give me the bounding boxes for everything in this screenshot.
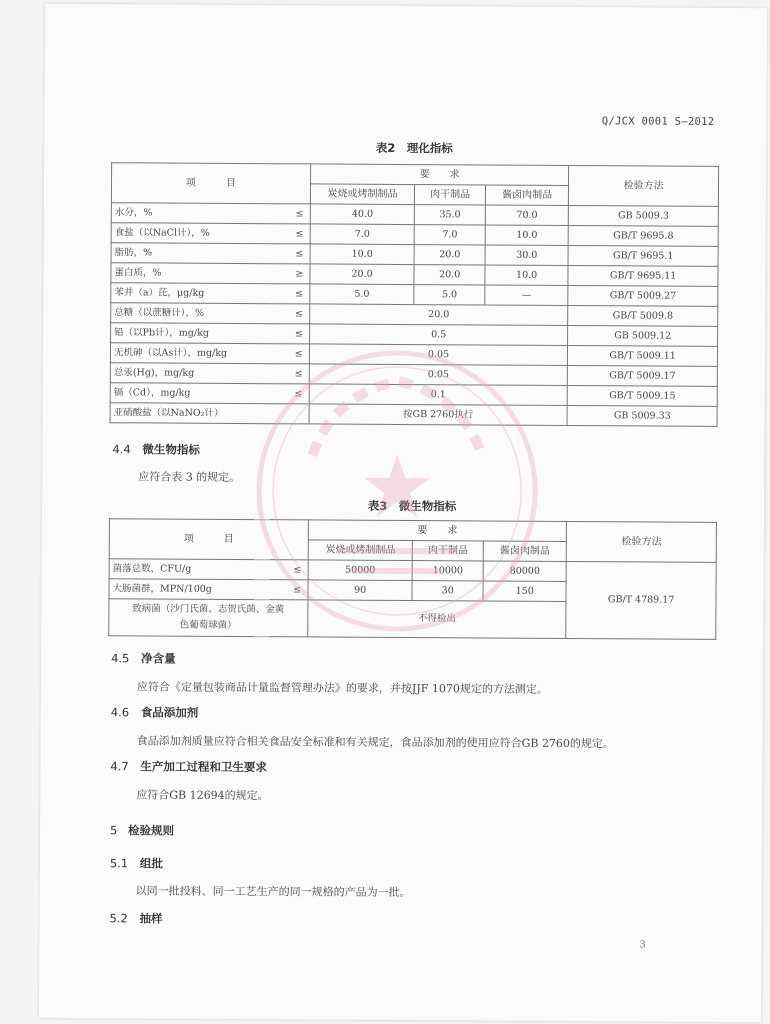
row-name: 水分，% bbox=[111, 203, 271, 224]
section-title: 净含量 bbox=[141, 651, 176, 666]
row-name bbox=[109, 599, 308, 637]
table-row bbox=[110, 403, 717, 427]
section-4-5-text: 应符合《定量包装商品计量监督管理办法》的要求，并按JJF 1070规定的方法测定。 bbox=[136, 680, 548, 696]
table3-head-req: 要 求 bbox=[308, 520, 567, 542]
row-method: GB/T 5009.27 bbox=[568, 286, 718, 307]
section-title: 食品添加剂 bbox=[140, 705, 199, 720]
row-value: — bbox=[485, 285, 568, 306]
row-method: GB/T 4789.17 bbox=[566, 562, 716, 640]
row-value: 20.0 bbox=[414, 265, 485, 285]
row-method: GB/T 9695.8 bbox=[568, 226, 718, 247]
row-value: 10000 bbox=[413, 561, 484, 581]
row-value: 20.0 bbox=[310, 264, 415, 285]
section-4-5-heading bbox=[111, 650, 176, 666]
section-number: 5.1 bbox=[109, 856, 129, 871]
section-5-heading bbox=[110, 822, 174, 838]
row-method: GB/T 5009.17 bbox=[568, 366, 718, 387]
row-op: ≤ bbox=[269, 560, 308, 580]
table2-subcol: 肉干制品 bbox=[415, 185, 486, 205]
table3-subcol: 酱卤肉制品 bbox=[483, 541, 566, 562]
row-method: GB/T 5009.15 bbox=[568, 386, 718, 407]
row-op: ≤ bbox=[272, 204, 311, 224]
row-method: GB/T 5009.11 bbox=[568, 346, 718, 367]
row-value: 30 bbox=[412, 581, 483, 601]
section-4-6-heading bbox=[111, 704, 199, 721]
section-5-2-heading bbox=[109, 910, 162, 926]
row-value: 7.0 bbox=[415, 225, 486, 245]
pathogen-name-line1: 致病菌（沙门氏菌、志贺氏菌、金黄 bbox=[132, 603, 285, 616]
table2-head-method: 检验方法 bbox=[569, 166, 719, 207]
row-name: 无机砷（以As计），mg/kg bbox=[110, 343, 270, 364]
document-page bbox=[39, 4, 767, 1022]
row-method: GB 5009.12 bbox=[568, 326, 718, 347]
row-name: 食盐（以NaCl计），% bbox=[111, 223, 271, 244]
row-value: 0.1 bbox=[309, 384, 568, 406]
table3-head-method: 检验方法 bbox=[567, 522, 717, 563]
row-value: 10.0 bbox=[485, 225, 568, 246]
row-value: 150 bbox=[483, 581, 566, 602]
section-4-7-text: 应符合GB 12694的规定。 bbox=[136, 788, 269, 803]
row-name: 脂肪，% bbox=[111, 243, 271, 264]
row-op: ≤ bbox=[271, 364, 310, 384]
row-method: GB 5009.33 bbox=[567, 406, 717, 427]
row-name: 大肠菌群，MPN/100g bbox=[109, 579, 269, 600]
section-title: 微生物指标 bbox=[142, 442, 200, 457]
table3-subcol: 肉干制品 bbox=[413, 541, 484, 561]
row-name: 总汞(Hg)，mg/kg bbox=[110, 363, 270, 384]
section-4-4-heading bbox=[112, 441, 200, 458]
row-name: 铅（以Pb计），mg/kg bbox=[111, 323, 271, 344]
table3-caption: 表3 微生物指标 bbox=[367, 498, 457, 514]
section-5-1-heading bbox=[110, 855, 163, 871]
table3 bbox=[108, 518, 717, 640]
row-op: ≤ bbox=[271, 224, 310, 244]
row-value: 20.0 bbox=[414, 245, 485, 265]
section-4-4-text: 应符合表 3 的规定。 bbox=[138, 470, 241, 485]
row-value: 10.0 bbox=[485, 265, 568, 286]
row-value: 35.0 bbox=[415, 205, 486, 225]
row-value: 20.0 bbox=[309, 304, 568, 326]
section-4-7-heading bbox=[110, 758, 267, 775]
row-value: 0.05 bbox=[309, 364, 568, 386]
row-op: ≤ bbox=[271, 324, 310, 344]
row-method: GB/T 5009.8 bbox=[568, 306, 718, 327]
row-value: 0.5 bbox=[309, 324, 568, 346]
pathogen-name-line2: 色葡萄球菌） bbox=[179, 619, 237, 631]
row-op: ≤ bbox=[269, 580, 308, 600]
table3-header-row bbox=[109, 519, 716, 543]
table2-caption: 表2 理化指标 bbox=[375, 140, 453, 156]
row-method: GB/T 9695.1 bbox=[568, 246, 718, 267]
section-5-1-text: 以同一批投料、同一工艺生产的同一规格的产品为一批。 bbox=[135, 884, 411, 900]
row-name: 蛋白质，% bbox=[111, 263, 271, 284]
row-value: 30.0 bbox=[485, 245, 568, 266]
row-method: GB/T 9695.11 bbox=[568, 266, 718, 287]
section-number: 5 bbox=[110, 823, 118, 838]
table3-subcol: 炭烧或烤制制品 bbox=[308, 540, 413, 561]
row-value: 80000 bbox=[483, 561, 566, 582]
table2-subcol: 炭烧或烤制制品 bbox=[310, 184, 415, 205]
row-op: ≤ bbox=[270, 384, 309, 404]
section-title: 组批 bbox=[139, 856, 163, 871]
table2-head-req: 要 求 bbox=[310, 164, 569, 186]
row-op: ≤ bbox=[271, 304, 310, 324]
row-name: 亚硝酸盐（以NaNO₂计） bbox=[110, 403, 309, 424]
row-value: 40.0 bbox=[310, 204, 415, 225]
row-op: ≤ bbox=[271, 344, 310, 364]
row-value: 7.0 bbox=[310, 224, 415, 245]
row-op: ≥ bbox=[271, 264, 310, 284]
table2 bbox=[110, 162, 720, 427]
section-number: 5.2 bbox=[109, 911, 128, 926]
section-number: 4.5 bbox=[111, 651, 130, 666]
section-4-6-text: 食品添加剂质量应符合相关食品安全标准和有关规定，食品添加剂的使用应符合GB 2760的规定。 bbox=[136, 734, 614, 751]
section-number: 4.6 bbox=[110, 705, 130, 720]
row-name: 镉（Cd），mg/kg bbox=[110, 383, 270, 404]
table2-subcol: 酱卤肉制品 bbox=[485, 185, 568, 206]
row-name: 菌落总数，CFU/g bbox=[109, 559, 269, 580]
row-value: 50000 bbox=[308, 560, 413, 581]
row-name: 苯并（a）芘，μg/kg bbox=[111, 283, 271, 304]
row-value: 5.0 bbox=[414, 285, 485, 305]
row-op: ≤ bbox=[271, 244, 310, 264]
section-title: 抽样 bbox=[139, 911, 163, 926]
page-number: 3 bbox=[639, 939, 646, 951]
row-value: 不得检出 bbox=[307, 600, 566, 639]
row-name: 总糖（以蔗糖计），% bbox=[111, 303, 271, 324]
row-value: 90 bbox=[308, 580, 413, 601]
row-op: ≤ bbox=[271, 284, 310, 304]
table2-head-item: 项 目 bbox=[111, 163, 310, 204]
section-title: 检验规则 bbox=[128, 823, 175, 838]
standard-code: Q/JCX 0001 S—2012 bbox=[601, 115, 715, 128]
table3-head-item: 项 目 bbox=[109, 519, 308, 560]
table2-header-row bbox=[112, 163, 719, 187]
row-value: 按GB 2760执行 bbox=[309, 404, 568, 426]
row-value: 5.0 bbox=[310, 284, 415, 305]
row-value: 10.0 bbox=[310, 244, 415, 265]
section-number: 4.4 bbox=[112, 442, 131, 457]
row-value: 0.05 bbox=[309, 344, 568, 366]
row-value: 70.0 bbox=[485, 205, 568, 226]
section-number: 4.7 bbox=[110, 759, 129, 774]
section-title: 生产加工过程和卫生要求 bbox=[140, 759, 267, 775]
row-method: GB 5009.3 bbox=[569, 206, 719, 227]
